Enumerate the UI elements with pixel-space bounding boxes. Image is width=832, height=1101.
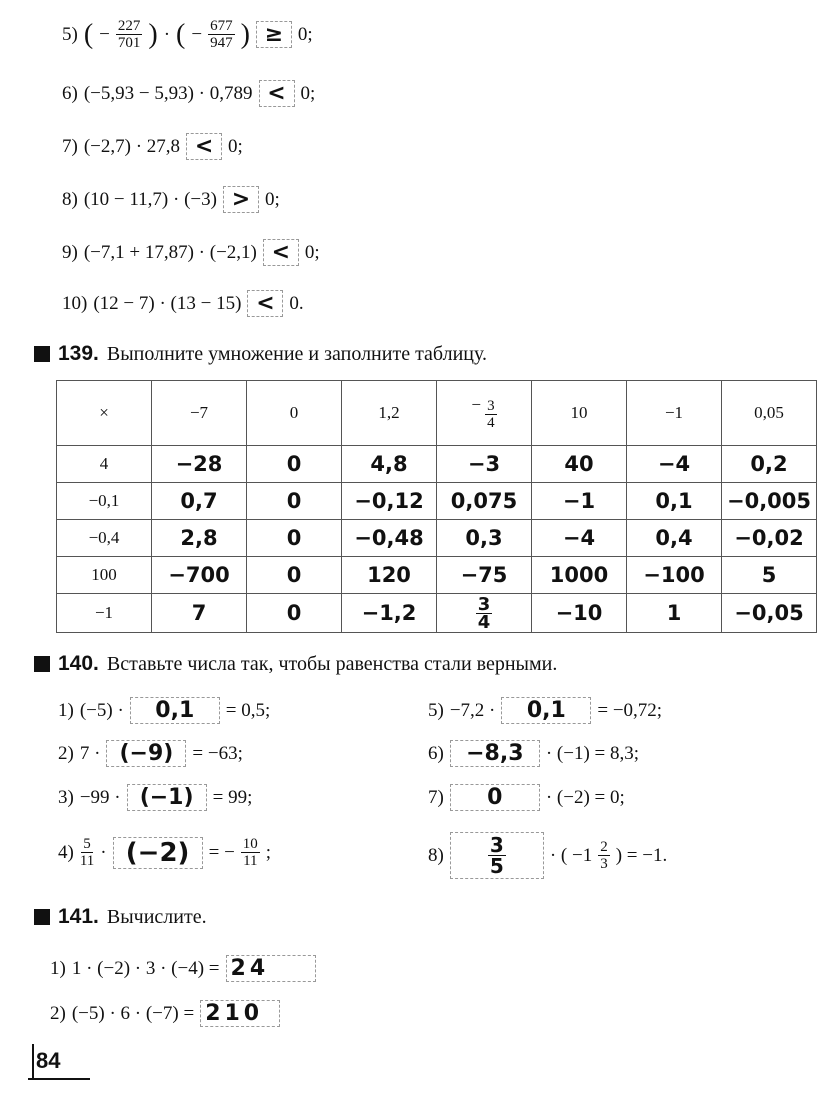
table-cell[interactable] (437, 520, 532, 557)
dot: · (163, 23, 171, 45)
answer: 120 (367, 563, 411, 587)
answer: 7 (191, 601, 207, 625)
expression: (−5) · 6 · (−7) = (71, 1002, 195, 1024)
expression: (−2,7) · 27,8 (83, 135, 181, 157)
task138-item-5 (62, 18, 313, 51)
table-cell[interactable] (437, 483, 532, 520)
table-cell[interactable] (627, 557, 722, 594)
answer: 0 (286, 526, 302, 550)
table-cell[interactable] (722, 557, 817, 594)
expression: 1 · (−2) · 3 · (−4) = (71, 957, 220, 979)
table-cell[interactable] (627, 520, 722, 557)
table-row (57, 557, 817, 594)
fraction-answer (488, 835, 506, 876)
item-number: 8) (62, 188, 78, 210)
task-marker-icon (34, 656, 50, 672)
tail: 0; (264, 188, 280, 210)
table-cell[interactable] (532, 483, 627, 520)
table-cell[interactable] (627, 446, 722, 483)
item-number: 7) (428, 786, 444, 808)
numerator: 5 (83, 836, 91, 852)
table-cell[interactable] (152, 483, 247, 520)
page-number-rule (32, 1044, 34, 1078)
table-header-row (57, 381, 817, 446)
numerator: 3 (487, 398, 495, 414)
answer: 0 (286, 452, 302, 476)
answer-box[interactable]: < (247, 290, 283, 317)
answer-box[interactable] (450, 832, 544, 879)
item-number: 8) (428, 844, 444, 866)
denominator: 4 (477, 612, 491, 633)
minus-sign: − (191, 23, 203, 45)
expression: = −63; (192, 742, 243, 764)
denominator: 947 (210, 35, 233, 51)
expression: −7,2 · (449, 699, 496, 721)
item-number: 2) (58, 742, 74, 764)
task141-item-1 (50, 955, 316, 982)
task140-item-5 (428, 697, 662, 724)
answer: −28 (175, 452, 223, 476)
denominator: 11 (243, 853, 258, 869)
row-header: 100 (57, 557, 152, 594)
item-number: 1) (50, 957, 66, 979)
paren: ) (240, 18, 250, 50)
dot: · (100, 841, 107, 863)
item-number: 10) (62, 292, 88, 314)
expression: (−7,1 + 17,87) · (−2,1) (83, 241, 257, 263)
row-header: 4 (57, 446, 152, 483)
task-title: Вычислите. (106, 905, 207, 928)
answer: 1000 (549, 563, 609, 587)
answer: −100 (643, 563, 705, 587)
answer: −0,05 (734, 601, 804, 625)
item-number: 1) (58, 699, 74, 721)
table-cell[interactable] (722, 520, 817, 557)
answer: −1 (562, 489, 596, 513)
task-number: 139. (58, 342, 99, 365)
table-corner: × (57, 381, 152, 446)
task140-item-8 (428, 832, 667, 879)
table-cell[interactable] (722, 446, 817, 483)
row-header: −0,4 (57, 520, 152, 557)
tail: 0; (300, 82, 316, 104)
minus-sign: − (99, 23, 110, 45)
row-header: −1 (57, 594, 152, 633)
answer: −0,12 (354, 489, 424, 513)
table-cell[interactable] (532, 594, 627, 633)
numerator: 10 (242, 836, 258, 852)
answer-box[interactable]: 0,1 (130, 697, 220, 724)
answer: −75 (460, 563, 508, 587)
col-header-fraction (437, 381, 532, 446)
expression: = 99; (212, 786, 253, 808)
task140-item-4 (58, 836, 271, 869)
answer-box[interactable]: −8,3 (450, 740, 540, 767)
answer-box[interactable]: 0,1 (501, 697, 591, 724)
answer: 5 (761, 563, 777, 587)
table-cell[interactable] (722, 483, 817, 520)
item-number: 5) (428, 699, 444, 721)
table-cell[interactable] (152, 594, 247, 633)
task138-item-9 (62, 239, 320, 266)
table-cell[interactable] (247, 483, 342, 520)
denominator: 5 (489, 854, 504, 878)
task-number: 141. (58, 905, 99, 928)
answer-box[interactable]: 24 (226, 955, 316, 982)
table-cell[interactable] (342, 557, 437, 594)
fraction-227-701 (116, 18, 143, 51)
table-cell[interactable] (627, 483, 722, 520)
answer: 0,1 (655, 489, 693, 513)
table-cell[interactable] (152, 557, 247, 594)
minus-sign: − (471, 395, 481, 414)
fraction-10-11 (241, 836, 260, 869)
item-number: 6) (62, 82, 78, 104)
answer: 1 (666, 601, 682, 625)
answer: −1,2 (361, 601, 417, 625)
paren: ( (83, 18, 94, 50)
answer: −3 (467, 452, 501, 476)
tail: 0. (289, 292, 304, 314)
task-marker-icon (34, 346, 50, 362)
table-row (57, 446, 817, 483)
col-header: 0,05 (722, 381, 817, 446)
task138-item-10 (62, 290, 304, 317)
expression: = 0,5; (225, 699, 271, 721)
expression: ) = −1. (615, 844, 668, 866)
paren: ( (176, 18, 186, 50)
row-header: −0,1 (57, 483, 152, 520)
numerator: 227 (117, 18, 141, 34)
task139-heading (34, 342, 487, 366)
item-number: 9) (62, 241, 78, 263)
answer: 0 (286, 601, 302, 625)
table-row (57, 483, 817, 520)
answer: 4,8 (370, 452, 408, 476)
task140-item-1 (58, 697, 270, 724)
task138-item-6 (62, 80, 315, 107)
table-cell[interactable] (342, 594, 437, 633)
multiplication-table (56, 380, 817, 633)
table-cell[interactable] (342, 483, 437, 520)
numerator: 3 (489, 833, 504, 857)
col-header: 10 (532, 381, 627, 446)
paren: ) (148, 18, 158, 50)
answer: 0,4 (655, 526, 693, 550)
answer-box[interactable]: (−1) (127, 784, 207, 811)
numerator: 2 (600, 839, 608, 855)
answer: 0,075 (450, 489, 518, 513)
table-cell[interactable] (152, 520, 247, 557)
task-title: Вставьте числа так, чтобы равенства стали верными. (106, 652, 558, 675)
table-cell[interactable] (152, 446, 247, 483)
answer-box[interactable]: < (263, 239, 299, 266)
answer-box[interactable]: 210 (200, 1000, 280, 1027)
fraction-answer (476, 596, 493, 631)
task-number: 140. (58, 652, 99, 675)
denominator: 3 (600, 856, 608, 872)
expression: 7 · (79, 742, 101, 764)
equals-minus: = − (208, 841, 235, 863)
table-cell-fraction[interactable] (437, 594, 532, 633)
item-number: 4) (58, 841, 74, 863)
table-cell[interactable] (247, 520, 342, 557)
tail: 0; (304, 241, 320, 263)
answer-box[interactable]: < (259, 80, 295, 107)
answer: 2,8 (180, 526, 218, 550)
answer: −0,48 (354, 526, 424, 550)
page-number-text: 84 (36, 1048, 61, 1073)
table-cell[interactable] (247, 446, 342, 483)
answer: 0 (286, 563, 302, 587)
fraction-5-11 (80, 836, 94, 869)
expression: (12 − 7) · (13 − 15) (93, 292, 242, 314)
tail: 0; (228, 135, 243, 157)
answer: −0,02 (734, 526, 804, 550)
task141-item-2 (50, 1000, 280, 1027)
denominator: 701 (117, 35, 141, 51)
answer-box[interactable]: ≥ (256, 21, 292, 48)
fraction (485, 398, 497, 431)
table-cell[interactable] (532, 520, 627, 557)
answer-box[interactable]: > (223, 186, 259, 213)
answer: 0,2 (750, 452, 788, 476)
col-header: −7 (152, 381, 247, 446)
table-row (57, 520, 817, 557)
numerator: 677 (210, 18, 233, 34)
expression: · (−2) = 0; (545, 786, 625, 808)
table-cell[interactable] (247, 557, 342, 594)
table-cell[interactable] (627, 594, 722, 633)
fraction-677-947 (208, 18, 235, 51)
item-number: 5) (62, 23, 78, 45)
answer-box[interactable]: (−9) (106, 740, 186, 767)
task140-heading (34, 652, 557, 676)
answer: −10 (555, 601, 603, 625)
answer-box[interactable]: (−2) (113, 837, 203, 869)
task138-item-7 (62, 133, 243, 160)
answer: 0,3 (465, 526, 503, 550)
expression: (−5) · (79, 699, 124, 721)
table-cell[interactable] (342, 520, 437, 557)
expression: · (−1) = 8,3; (545, 742, 640, 764)
denominator: 4 (487, 415, 495, 431)
answer: −4 (657, 452, 691, 476)
col-header: 1,2 (342, 381, 437, 446)
answer: 0 (286, 489, 302, 513)
answer: −4 (562, 526, 596, 550)
task140-item-2 (58, 740, 243, 767)
answer: 0,7 (180, 489, 218, 513)
table-cell[interactable] (247, 594, 342, 633)
col-header: −1 (627, 381, 722, 446)
table-row (57, 594, 817, 633)
fraction-2-3 (598, 839, 610, 872)
item-number: 6) (428, 742, 444, 764)
expression: (−5,93 − 5,93) · 0,789 (83, 82, 253, 104)
item-number: 2) (50, 1002, 66, 1024)
task140-item-6 (428, 740, 639, 767)
expression: = −0,72; (597, 699, 663, 721)
table-cell[interactable] (532, 557, 627, 594)
answer: −700 (168, 563, 230, 587)
task140-item-7 (428, 784, 625, 811)
task138-item-8 (62, 186, 280, 213)
item-number: 3) (58, 786, 74, 808)
numerator: 3 (477, 594, 491, 615)
semicolon: ; (265, 841, 272, 863)
expression: · ( −1 (549, 844, 593, 866)
answer: 40 (564, 452, 594, 476)
expression: −99 · (79, 786, 121, 808)
expression: (10 − 11,7) · (−3) (83, 188, 217, 210)
denominator: 11 (79, 853, 95, 869)
item-number: 7) (62, 135, 78, 157)
answer-box[interactable]: < (186, 133, 222, 160)
col-header: 0 (247, 381, 342, 446)
table-cell[interactable] (722, 594, 817, 633)
page-number (36, 1048, 60, 1074)
table-cell[interactable] (437, 557, 532, 594)
table-cell[interactable] (342, 446, 437, 483)
table-cell[interactable] (532, 446, 627, 483)
table-cell[interactable] (437, 446, 532, 483)
task-marker-icon (34, 909, 50, 925)
page-number-underline (28, 1078, 90, 1080)
tail: 0; (297, 23, 313, 45)
task141-heading (34, 905, 207, 929)
answer-box[interactable]: 0 (450, 784, 540, 811)
task-title: Выполните умножение и заполните таблицу. (106, 342, 487, 365)
answer: −0,005 (726, 489, 812, 513)
task140-item-3 (58, 784, 252, 811)
